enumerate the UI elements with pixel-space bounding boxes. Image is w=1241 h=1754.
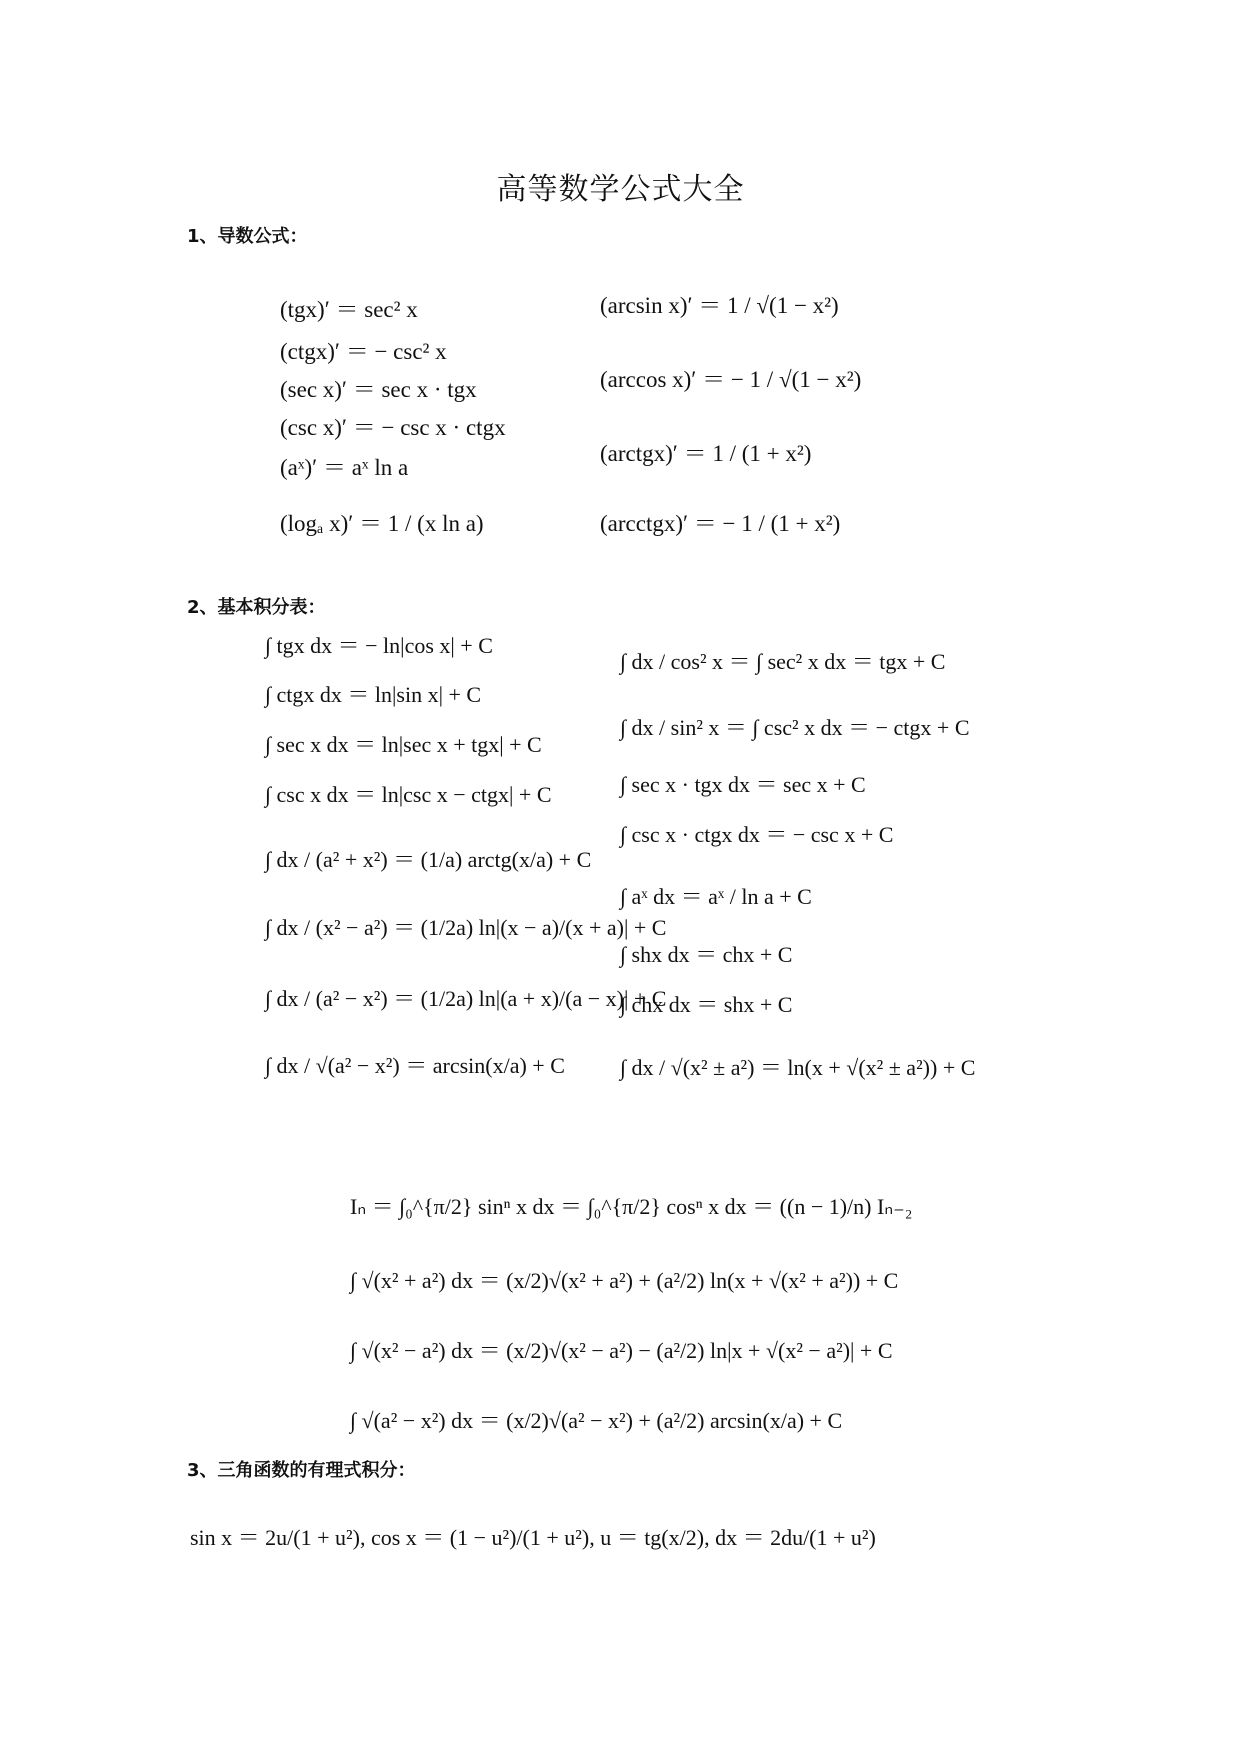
section-heading-trig-rational: 3、三角函数的有理式积分： bbox=[187, 1460, 416, 1481]
integral-formula: ∫ dx / (a² − x²) ＝ (1/2a) ln|(a + x)/(a − x)| + C bbox=[265, 986, 667, 1011]
integral-formula: ∫ √(a² − x²) dx ＝ (x/2)√(a² − x²) + (a²/2) arcsin(x/a) + C bbox=[350, 1408, 843, 1433]
integral-formula: ∫ dx / cos² x ＝ ∫ sec² x dx ＝ tgx + C bbox=[620, 649, 946, 674]
page-title: 高等数学公式大全 bbox=[496, 172, 745, 207]
derivative-formula: (sec x)′ ＝ sec x · tgx bbox=[280, 377, 477, 402]
derivative-formula: (arcctgx)′ ＝ − 1 / (1 + x²) bbox=[600, 511, 841, 536]
integral-formula: ∫ dx / (a² + x²) ＝ (1/a) arctg(x/a) + C bbox=[265, 847, 592, 872]
section-heading-derivatives: 1、导数公式： bbox=[187, 226, 308, 247]
derivative-formula: (ctgx)′ ＝ − csc² x bbox=[280, 339, 447, 364]
derivative-formula: (aˣ)′ ＝ aˣ ln a bbox=[280, 455, 409, 480]
integral-formula: ∫ csc x dx ＝ ln|csc x − ctgx| + C bbox=[265, 782, 552, 807]
integral-formula: ∫ dx / sin² x ＝ ∫ csc² x dx ＝ − ctgx + C bbox=[620, 715, 970, 740]
derivative-formula: (arccos x)′ ＝ − 1 / √(1 − x²) bbox=[600, 367, 862, 392]
derivative-formula: (arcsin x)′ ＝ 1 / √(1 − x²) bbox=[600, 293, 839, 318]
integral-formula: ∫ sec x dx ＝ ln|sec x + tgx| + C bbox=[265, 732, 542, 757]
integral-formula: ∫ chx dx ＝ shx + C bbox=[620, 992, 793, 1017]
trig-rational-formula: sin x ＝ 2u/(1 + u²), cos x ＝ (1 − u²)/(1 + u²), u ＝ tg(x/2), dx ＝ 2du/(1 + u²) bbox=[190, 1525, 876, 1550]
derivative-formula: (arctgx)′ ＝ 1 / (1 + x²) bbox=[600, 441, 812, 466]
integral-formula: ∫ aˣ dx ＝ aˣ / ln a + C bbox=[620, 884, 812, 909]
integral-formula: Iₙ ＝ ∫₀^{π/2} sinⁿ x dx ＝ ∫₀^{π/2} cosⁿ x dx ＝ ((n − 1)/n) Iₙ₋₂ bbox=[350, 1194, 913, 1219]
derivative-formula: (csc x)′ ＝ − csc x · ctgx bbox=[280, 415, 506, 440]
section-heading-integrals: 2、基本积分表： bbox=[187, 597, 326, 618]
integral-formula: ∫ dx / √(a² − x²) ＝ arcsin(x/a) + C bbox=[265, 1053, 565, 1078]
integral-formula: ∫ sec x · tgx dx ＝ sec x + C bbox=[620, 772, 866, 797]
integral-formula: ∫ shx dx ＝ chx + C bbox=[620, 942, 793, 967]
integral-formula: ∫ ctgx dx ＝ ln|sin x| + C bbox=[265, 682, 482, 707]
integral-formula: ∫ dx / √(x² ± a²) ＝ ln(x + √(x² ± a²)) + C bbox=[620, 1055, 976, 1080]
integral-formula: ∫ tgx dx ＝ − ln|cos x| + C bbox=[265, 633, 493, 658]
integral-formula: ∫ dx / (x² − a²) ＝ (1/2a) ln|(x − a)/(x + a)| + C bbox=[265, 915, 667, 940]
integral-formula: ∫ √(x² + a²) dx ＝ (x/2)√(x² + a²) + (a²/2) ln(x + √(x² + a²)) + C bbox=[350, 1268, 899, 1293]
integral-formula: ∫ csc x · ctgx dx ＝ − csc x + C bbox=[620, 822, 894, 847]
derivative-formula: (logₐ x)′ ＝ 1 / (x ln a) bbox=[280, 511, 484, 536]
derivative-formula: (tgx)′ ＝ sec² x bbox=[280, 297, 418, 322]
integral-formula: ∫ √(x² − a²) dx ＝ (x/2)√(x² − a²) − (a²/2) ln|x + √(x² − a²)| + C bbox=[350, 1338, 893, 1363]
